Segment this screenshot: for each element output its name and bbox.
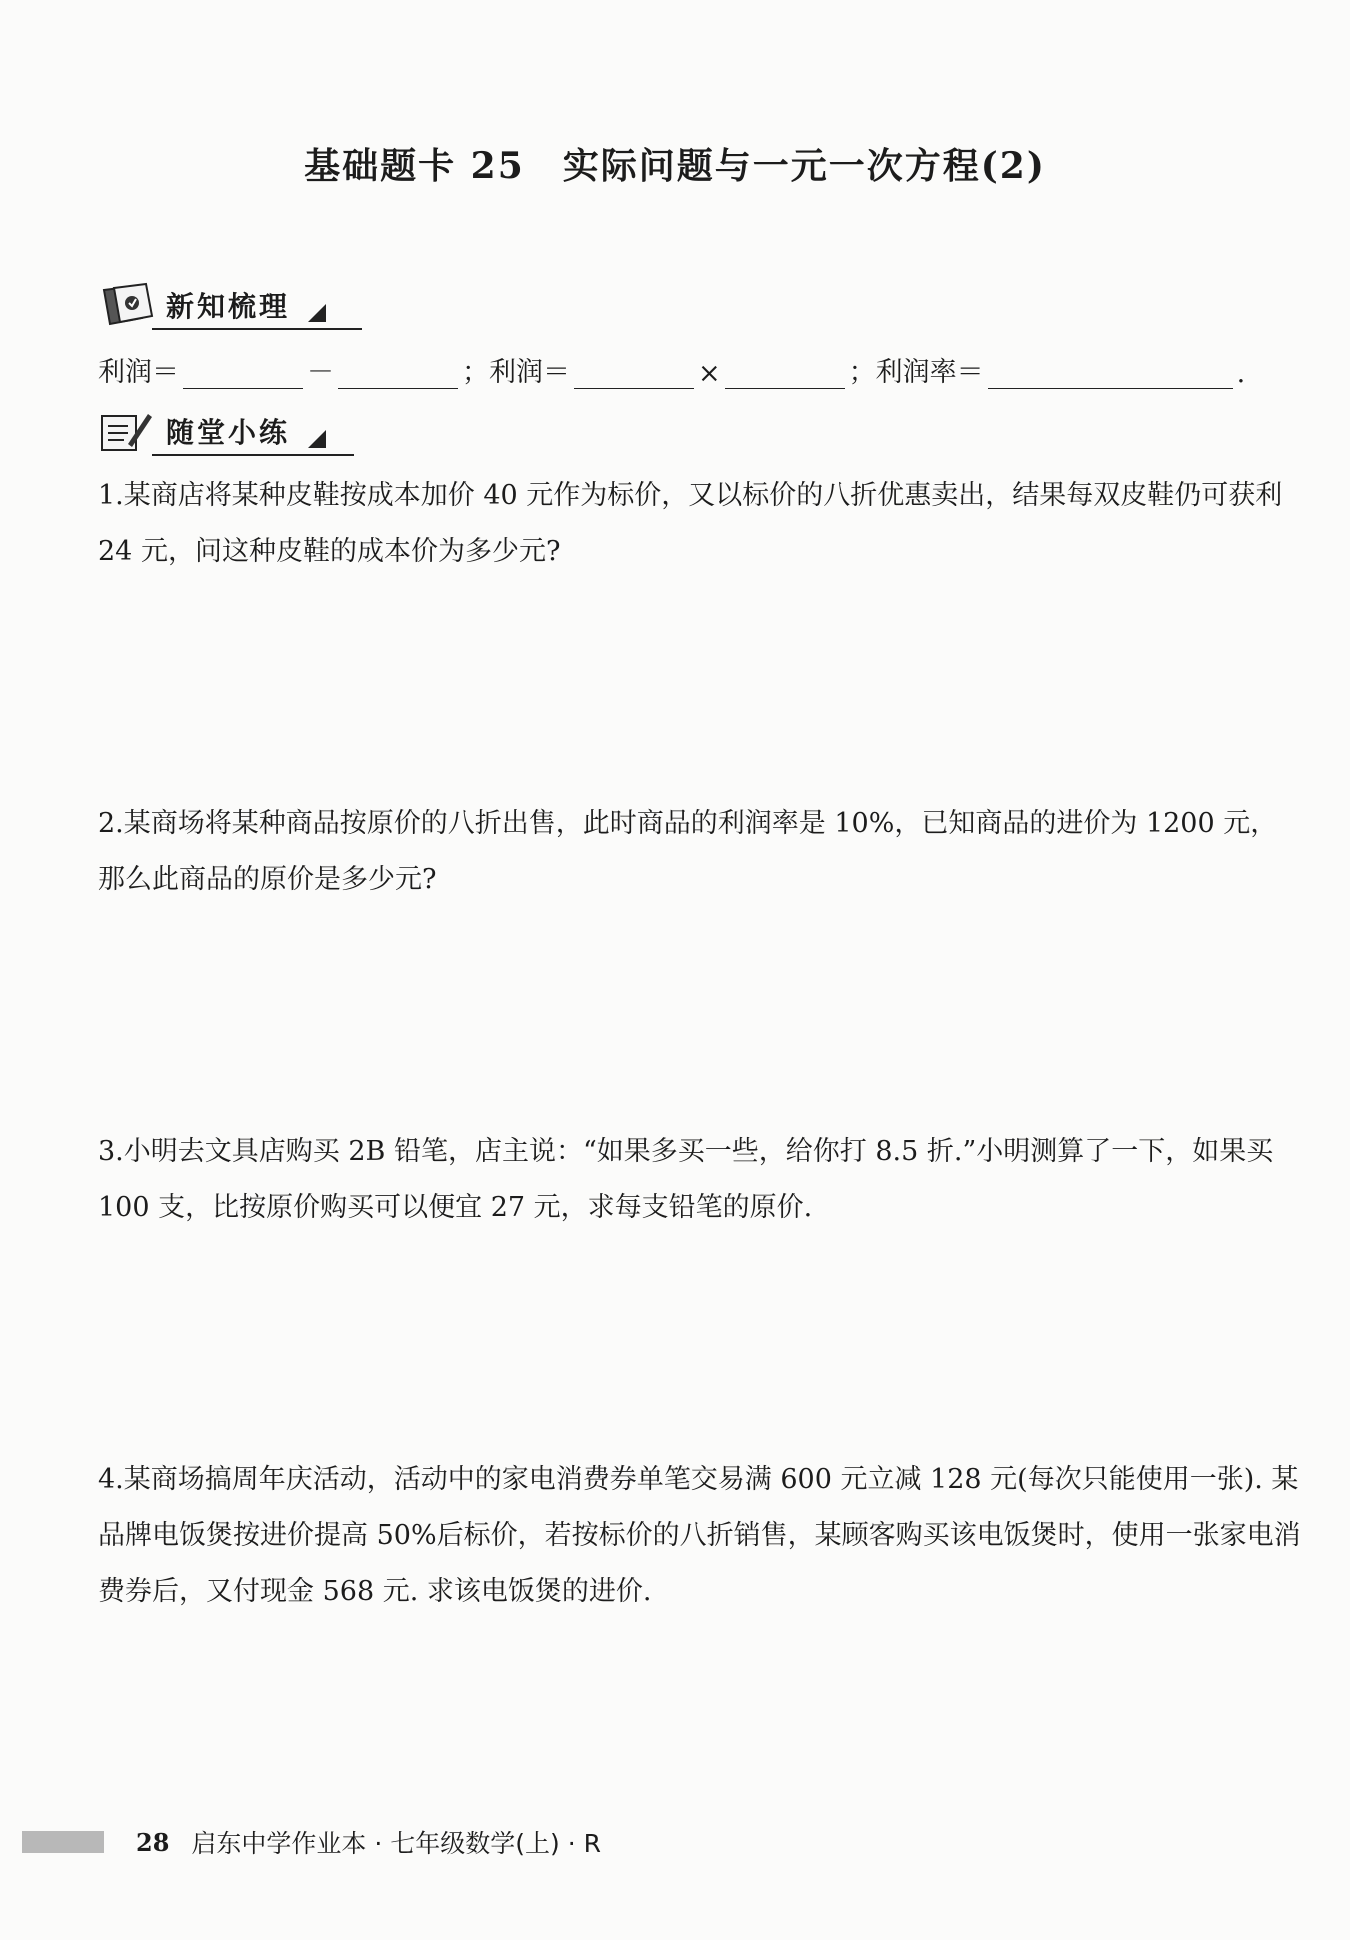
notebook-pen-icon [98, 408, 156, 454]
corner-triangle-icon [308, 430, 326, 448]
question-number: 3. [98, 1136, 124, 1167]
question-text: 某商店将某种皮鞋按成本加价 40 元作为标价，又以标价的八折优惠卖出，结果每双皮鞋仍可获利 24 元，问这种皮鞋的成本价为多少元? [98, 480, 1283, 567]
section-header-knowledge [98, 282, 326, 328]
page-title: 基础题卡 25 实际问题与一元一次方程(2) [304, 145, 1046, 187]
formula-text: ；利润率＝ [848, 357, 984, 388]
footer-gray-bar [22, 1831, 104, 1853]
book-icon [98, 282, 156, 328]
question-text: 某商场将某种商品按原价的八折出售，此时商品的利润率是 10%，已知商品的进价为 1200 元，那么此商品的原价是多少元? [98, 808, 1278, 895]
question-4 [98, 1452, 1303, 1620]
section-label-practice: 随堂小练 [166, 416, 291, 449]
question-number: 2. [98, 808, 124, 839]
answer-blank[interactable] [183, 358, 303, 389]
answer-blank[interactable] [574, 358, 694, 389]
question-1 [98, 468, 1303, 580]
formula-text: － [307, 357, 334, 388]
formula-text: 利润＝ [98, 357, 179, 388]
page-number: 28 [136, 1827, 170, 1857]
formula-text: ；利润＝ [462, 357, 570, 388]
corner-triangle-icon [308, 304, 326, 322]
question-2 [98, 796, 1303, 908]
answer-blank[interactable] [725, 358, 845, 389]
section-underline [152, 454, 354, 456]
profit-formula-line [98, 350, 1245, 389]
section-underline [152, 328, 362, 330]
question-text: 某商场搞周年庆活动，活动中的家电消费券单笔交易满 600 元立减 128 元(每次只能使用一张). 某品牌电饭煲按进价提高 50%后标价，若按标价的八折销售，某顾客购买该电饭煲时，使用一张家电消费券后，又付现金 568 元. 求该电饭煲的进价. [98, 1464, 1301, 1607]
question-3 [98, 1124, 1303, 1236]
formula-text: . [1236, 358, 1246, 389]
book-title: 启东中学作业本 · 七年级数学(上) · R [191, 1829, 601, 1858]
question-text: 小明去文具店购买 2B 铅笔，店主说：“如果多买一些，给你打 8.5 折.”小明测算了一下，如果买100 支，比按原价购买可以便宜 27 元，求每支铅笔的原价. [98, 1136, 1274, 1223]
section-label-knowledge: 新知梳理 [166, 290, 291, 323]
formula-text: × [698, 358, 721, 389]
page-footer [22, 1822, 601, 1862]
question-number: 4. [98, 1464, 124, 1495]
section-header-practice [98, 408, 326, 454]
answer-blank[interactable] [338, 358, 458, 389]
answer-blank[interactable] [988, 358, 1233, 389]
question-number: 1. [98, 480, 124, 511]
